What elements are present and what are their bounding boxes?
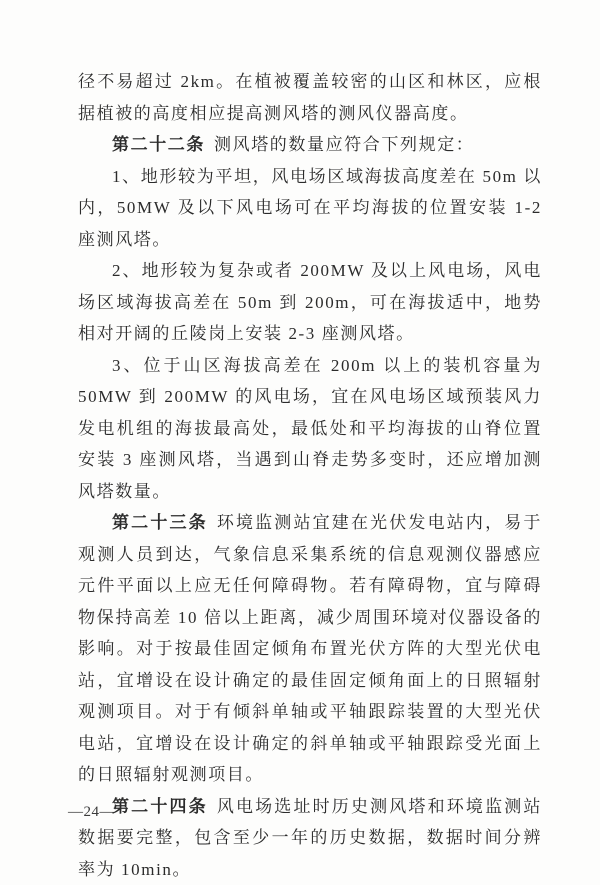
paragraph-item-3: [78, 350, 542, 508]
paragraph-item-2: [78, 255, 542, 350]
paragraph-item-1: [78, 161, 542, 256]
item-2-text: 2、地形较为复杂或者 200MW 及以上风电场，风电场区域海拔高差在 50m 到 200m，可在海拔适中，地势相对开阔的丘陵岗上安装 2-3 座测风塔。: [78, 261, 542, 343]
page-number: —24—: [68, 804, 115, 821]
item-1-text: 1、地形较为平坦，风电场区域海拔高度差在 50m 以内，50MW 及以下风电场可在平均海拔的位置安装 1-2 座测风塔。: [78, 167, 542, 249]
article-22-label: 第二十二条: [112, 135, 205, 154]
paragraph-continuation-text: 径不易超过 2km。在植被覆盖较密的山区和林区，应根据植被的高度相应提高测风塔的测风仪器高度。: [78, 72, 542, 123]
article-24-label: 第二十四条: [112, 797, 208, 816]
paragraph-article-24: [78, 791, 542, 885]
paragraph-article-22: [78, 129, 542, 161]
article-22-text: 测风塔的数量应符合下列规定：: [214, 135, 474, 154]
paragraph-article-23: [78, 507, 542, 791]
item-3-text: 3、位于山区海拔高差在 200m 以上的装机容量为 50MW 到 200MW 的风电场，宜在风电场区域预装风力发电机组的海拔最高处，最低处和平均海拔的山脊位置安装 3 座测风塔，当遇到山脊走势多变时，还应增加测风塔数量。: [78, 356, 542, 501]
paragraph-continuation: [78, 66, 542, 129]
article-23-text: 环境监测站宜建在光伏发电站内，易于观测人员到达，气象信息采集系统的信息观测仪器感应元件平面以上应无任何障碍物。若有障碍物，宜与障碍物保持高差 10 倍以上距离，减少周围环境对仪器设备的影响。对于按最佳固定倾角布置光伏方阵的大型光伏电站，宜增设在设计确定的最佳固定倾角面上的日照辐射观测项目。对于有倾斜单轴或平轴跟踪装置的大型光伏电站，宜增设在设计确定的斜单轴或平轴跟踪受光面上的日照辐射观测项目。: [78, 513, 542, 784]
document-content: [78, 66, 542, 885]
article-23-label: 第二十三条: [112, 513, 208, 532]
article-24-text: 风电场选址时历史测风塔和环境监测站数据要完整，包含至少一年的历史数据，数据时间分辨率为 10min。: [78, 797, 542, 879]
